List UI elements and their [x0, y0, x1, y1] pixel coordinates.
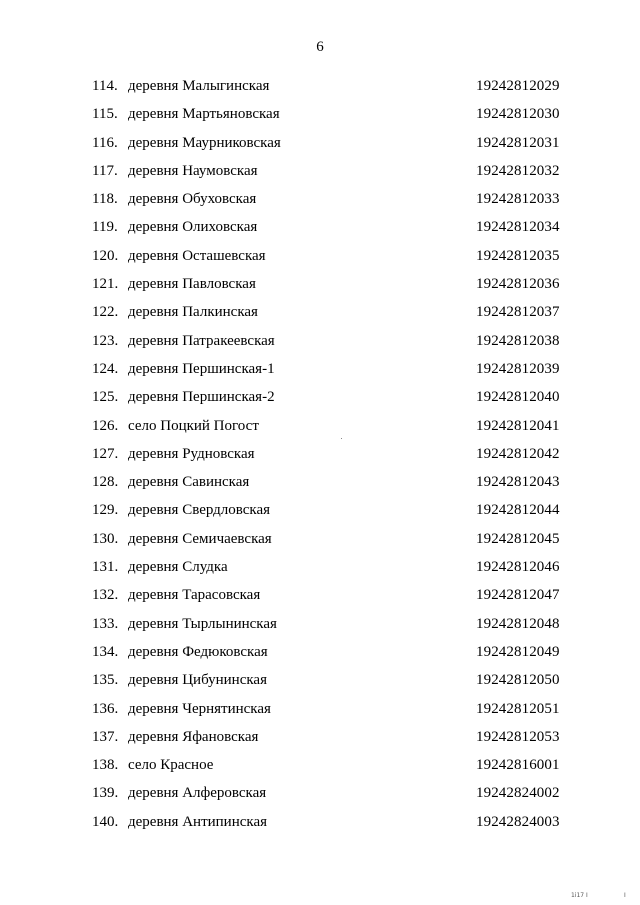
oktmo-code: 19242812049: [476, 643, 560, 660]
oktmo-code: 19242812048: [476, 615, 560, 632]
footer-scan-mark: 1i17 I: [571, 892, 588, 899]
oktmo-code: 19242812040: [476, 389, 560, 406]
list-item: [0, 558, 640, 586]
oktmo-code: 19242812050: [476, 672, 560, 689]
oktmo-code: 19242812034: [476, 219, 560, 236]
list-item: [0, 813, 640, 841]
item-number: 120.: [92, 247, 119, 264]
item-number: 118.: [92, 191, 118, 208]
list-item: [0, 756, 640, 784]
list-item: [0, 615, 640, 643]
oktmo-code: 19242812046: [476, 559, 560, 576]
settlement-name: деревня Семичаевская: [128, 530, 272, 547]
item-number: 114.: [92, 78, 118, 94]
settlement-name: деревня Федюковская: [128, 643, 268, 660]
list-item: [0, 671, 640, 699]
oktmo-code: 19242824002: [476, 785, 560, 802]
settlement-name: деревня Яфановская: [128, 728, 259, 745]
settlement-name: деревня Антипинская: [128, 813, 268, 830]
settlement-name: деревня Свердловская: [128, 502, 271, 519]
settlement-name: деревня Першинская-1: [128, 360, 275, 377]
oktmo-code: 19242812031: [476, 134, 560, 151]
item-number: 128.: [92, 474, 119, 491]
list-item: [0, 360, 640, 388]
list-item: [0, 388, 640, 416]
settlement-name: деревня Павловская: [128, 276, 256, 293]
item-number: 140.: [92, 813, 119, 830]
list-item: [0, 162, 640, 190]
item-number: 129.: [92, 502, 119, 519]
item-number: 121.: [92, 276, 119, 293]
list-item: [0, 77, 640, 105]
settlement-name: деревня Осташевская: [128, 247, 266, 264]
oktmo-code: 19242812044: [476, 502, 560, 519]
item-number: 123.: [92, 332, 119, 349]
item-number: 130.: [92, 530, 119, 547]
item-number: 119.: [92, 219, 118, 236]
settlement-name: деревня Тарасовская: [128, 587, 261, 604]
item-number: 115.: [92, 106, 118, 123]
oktmo-code: 19242812045: [476, 530, 560, 547]
item-number: 133.: [92, 615, 119, 632]
oktmo-code: 19242812035: [476, 247, 560, 264]
footer-scan-mark-right: I: [624, 892, 626, 899]
list-item: [0, 247, 640, 275]
settlement-name: деревня Мартьяновская: [128, 106, 280, 123]
list-item: [0, 190, 640, 218]
item-number: 125.: [92, 389, 119, 406]
oktmo-code: 19242816001: [476, 757, 560, 774]
list-item: [0, 105, 640, 133]
settlement-name: деревня Алферовская: [128, 785, 267, 802]
settlement-name: деревня Олиховская: [128, 219, 258, 236]
oktmo-code: 19242812039: [476, 360, 560, 377]
settlement-name: деревня Наумовская: [128, 162, 258, 179]
oktmo-code: 19242812036: [476, 276, 560, 293]
list-item: [0, 417, 640, 445]
settlement-name: деревня Обуховская: [128, 191, 257, 208]
oktmo-code: 19242812029: [476, 78, 560, 94]
list-item: [0, 728, 640, 756]
settlement-name: деревня Руднoвская: [128, 445, 255, 462]
oktmo-code: 19242812041: [476, 417, 560, 434]
list-item: [0, 643, 640, 671]
oktmo-code: 19242812032: [476, 162, 560, 179]
item-number: 131.: [92, 559, 119, 576]
list-item: [0, 530, 640, 558]
list-item: [0, 700, 640, 728]
list-item: [0, 501, 640, 529]
list-item: [0, 586, 640, 614]
list-item: [0, 303, 640, 331]
item-number: 136.: [92, 700, 119, 717]
oktmo-code: 19242824003: [476, 813, 560, 830]
item-number: 124.: [92, 360, 119, 377]
settlement-list: [0, 77, 640, 841]
list-item: [0, 445, 640, 473]
settlement-name: деревня Чернятинская: [128, 700, 271, 717]
list-item: [0, 275, 640, 303]
list-item: [0, 784, 640, 812]
oktmo-code: 19242812038: [476, 332, 560, 349]
settlement-name: деревня Тырлынинская: [128, 615, 277, 632]
settlement-name: деревня Слудка: [128, 559, 228, 576]
settlement-name: деревня Цибунинская: [128, 672, 267, 689]
oktmo-code: 19242812030: [476, 106, 560, 123]
oktmo-code: 19242812053: [476, 728, 560, 745]
item-number: 127.: [92, 445, 119, 462]
oktmo-code: 19242812042: [476, 445, 560, 462]
oktmo-code: 19242812043: [476, 474, 560, 491]
item-number: 126.: [92, 417, 119, 434]
scan-speck: [341, 438, 342, 439]
list-item: [0, 473, 640, 501]
item-number: 134.: [92, 643, 119, 660]
list-item: [0, 134, 640, 162]
settlement-name: деревня Савинская: [128, 474, 250, 491]
item-number: 139.: [92, 785, 119, 802]
item-number: 138.: [92, 757, 119, 774]
item-number: 116.: [92, 134, 118, 151]
settlement-name: деревня Патракеевская: [128, 332, 275, 349]
list-item: [0, 332, 640, 360]
item-number: 122.: [92, 304, 119, 321]
page-number: 6: [316, 39, 324, 55]
oktmo-code: 19242812033: [476, 191, 560, 208]
oktmo-code: 19242812037: [476, 304, 560, 321]
item-number: 132.: [92, 587, 119, 604]
item-number: 137.: [92, 728, 119, 745]
settlement-name: деревня Першинская-2: [128, 389, 275, 406]
settlement-name: деревня Палкинская: [128, 304, 258, 321]
item-number: 117.: [92, 162, 118, 179]
settlement-name: деревня Малыгинская: [128, 78, 270, 94]
settlement-name: деревня Маурниковская: [128, 134, 281, 151]
oktmo-code: 19242812051: [476, 700, 560, 717]
settlement-name: село Красное: [128, 757, 214, 774]
settlement-name: село Поцкий Погост: [128, 417, 259, 434]
oktmo-code: 19242812047: [476, 587, 560, 604]
list-item: [0, 218, 640, 246]
item-number: 135.: [92, 672, 119, 689]
